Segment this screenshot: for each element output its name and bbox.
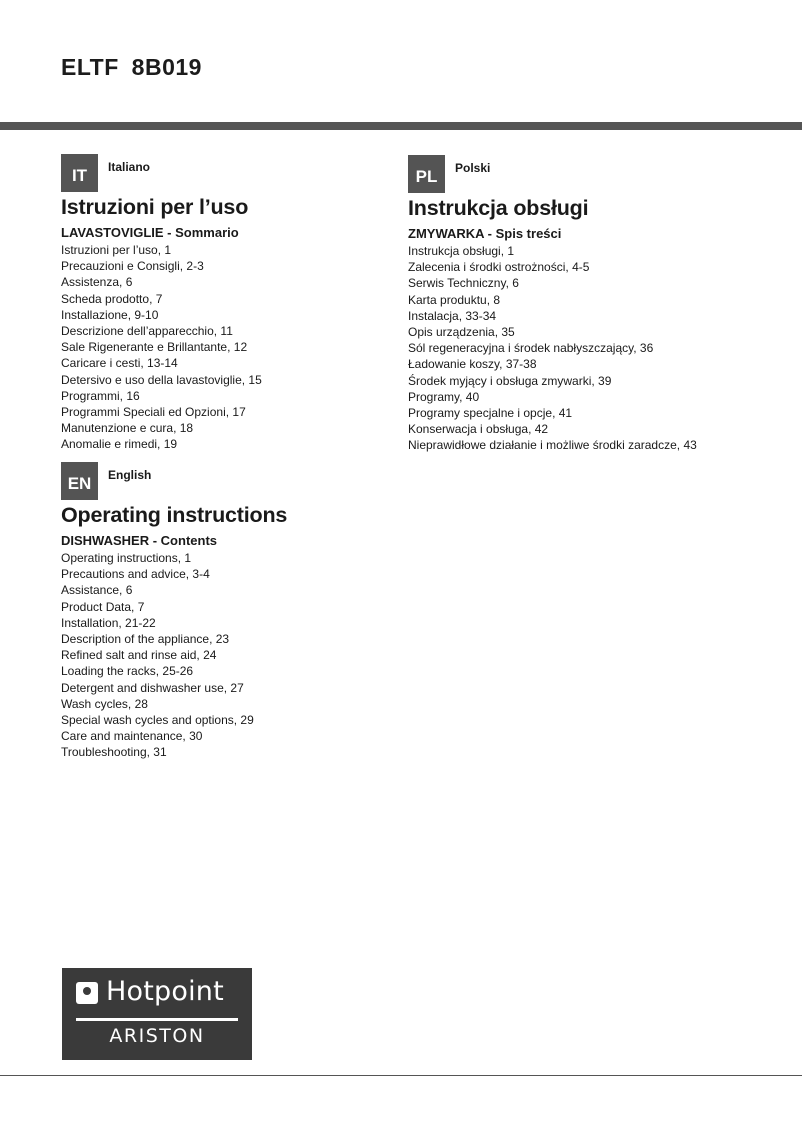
hotpoint-ariston-logo bbox=[62, 968, 252, 1060]
toc-item: Instrukcja obsługi, 1 bbox=[408, 244, 515, 258]
section-english bbox=[61, 462, 451, 761]
language-header bbox=[61, 154, 451, 192]
toc-item: Środek myjący i obsługa zmywarki, 39 bbox=[408, 373, 612, 388]
logo-brand-bottom: ARISTON bbox=[109, 1025, 205, 1047]
language-badge: EN bbox=[61, 462, 98, 500]
toc-item: Zalecenia i środki ostrożności, 4-5 bbox=[408, 260, 590, 275]
toc-item: Refined salt and rinse aid, 24 bbox=[61, 648, 217, 663]
toc-item: Descrizione dell’apparecchio, 11 bbox=[61, 324, 233, 339]
model-number: ELTF 8B019 bbox=[61, 54, 202, 80]
toc-item: Care and maintenance, 30 bbox=[61, 729, 203, 744]
toc-item: Loading the racks, 25-26 bbox=[61, 664, 194, 679]
toc-item: Special wash cycles and options, 29 bbox=[61, 713, 254, 728]
toc-list bbox=[61, 242, 451, 453]
language-name: Polski bbox=[455, 161, 491, 175]
section-italiano bbox=[61, 154, 451, 453]
toc-item: Precauzioni e Consigli, 2-3 bbox=[61, 259, 204, 274]
logo-brand-top: Hotpoint bbox=[106, 976, 224, 1007]
toc-item: Precautions and advice, 3-4 bbox=[61, 567, 210, 582]
toc-item: Installazione, 9-10 bbox=[61, 307, 159, 322]
toc-item: Opis urządzenia, 35 bbox=[408, 325, 515, 340]
toc-item: Installation, 21-22 bbox=[61, 615, 156, 630]
toc-item: Troubleshooting, 31 bbox=[61, 745, 167, 760]
toc-item: Ładowanie koszy, 37-38 bbox=[408, 357, 537, 372]
toc-item: Anomalie e rimedi, 19 bbox=[61, 437, 178, 452]
toc-item: Product Data, 7 bbox=[61, 599, 145, 614]
toc-item: Karta produktu, 8 bbox=[408, 292, 501, 307]
toc-item: Nieprawidłowe działanie i możliwe środki zaradcze, 43 bbox=[408, 438, 697, 453]
language-header bbox=[408, 155, 798, 193]
toc-item: Detersivo e uso della lavastoviglie, 15 bbox=[61, 372, 262, 387]
section-title: Instrukcja obsługi bbox=[408, 196, 589, 220]
toc-item: Manutenzione e cura, 18 bbox=[61, 421, 194, 436]
toc-item: Detergent and dishwasher use, 27 bbox=[61, 680, 244, 695]
toc-item: Programy, 40 bbox=[408, 389, 480, 404]
toc-item: Caricare i cesti, 13-14 bbox=[61, 356, 178, 371]
toc-item: Wash cycles, 28 bbox=[61, 696, 148, 711]
hotpoint-logo-icon bbox=[76, 982, 98, 1004]
footer-divider bbox=[0, 1075, 802, 1076]
toc-title: DISHWASHER - Contents bbox=[61, 533, 217, 548]
logo-divider bbox=[76, 1018, 238, 1021]
toc-title: ZMYWARKA - Spis treści bbox=[408, 226, 562, 241]
language-name: Italiano bbox=[108, 160, 151, 174]
toc-item: Konserwacja i obsługa, 42 bbox=[408, 422, 549, 437]
toc-list bbox=[61, 550, 451, 761]
toc-item: Operating instructions, 1 bbox=[61, 551, 192, 565]
language-header bbox=[61, 462, 451, 500]
header-divider bbox=[0, 122, 802, 130]
toc-item: Serwis Techniczny, 6 bbox=[408, 276, 519, 291]
toc-item: Programy specjalne i opcje, 41 bbox=[408, 406, 573, 421]
toc-item: Scheda prodotto, 7 bbox=[61, 291, 163, 306]
toc-item: Sól regeneracyjna i środek nabłyszczający, 36 bbox=[408, 341, 654, 356]
toc-list bbox=[408, 243, 798, 454]
section-polski bbox=[408, 155, 798, 454]
toc-item: Programmi Speciali ed Opzioni, 17 bbox=[61, 405, 246, 420]
section-title: Istruzioni per l’uso bbox=[61, 195, 249, 219]
toc-item: Description of the appliance, 23 bbox=[61, 632, 230, 647]
toc-item: Sale Rigenerante e Brillantante, 12 bbox=[61, 340, 248, 355]
toc-item: Assistance, 6 bbox=[61, 583, 133, 598]
toc-title: LAVASTOVIGLIE - Sommario bbox=[61, 225, 239, 240]
section-title: Operating instructions bbox=[61, 503, 288, 527]
toc-item: Istruzioni per l’uso, 1 bbox=[61, 243, 172, 257]
language-badge: IT bbox=[61, 154, 98, 192]
language-badge: PL bbox=[408, 155, 445, 193]
toc-item: Programmi, 16 bbox=[61, 388, 140, 403]
toc-item: Instalacja, 33-34 bbox=[408, 308, 497, 323]
toc-item: Assistenza, 6 bbox=[61, 275, 133, 290]
language-name: English bbox=[108, 468, 152, 482]
